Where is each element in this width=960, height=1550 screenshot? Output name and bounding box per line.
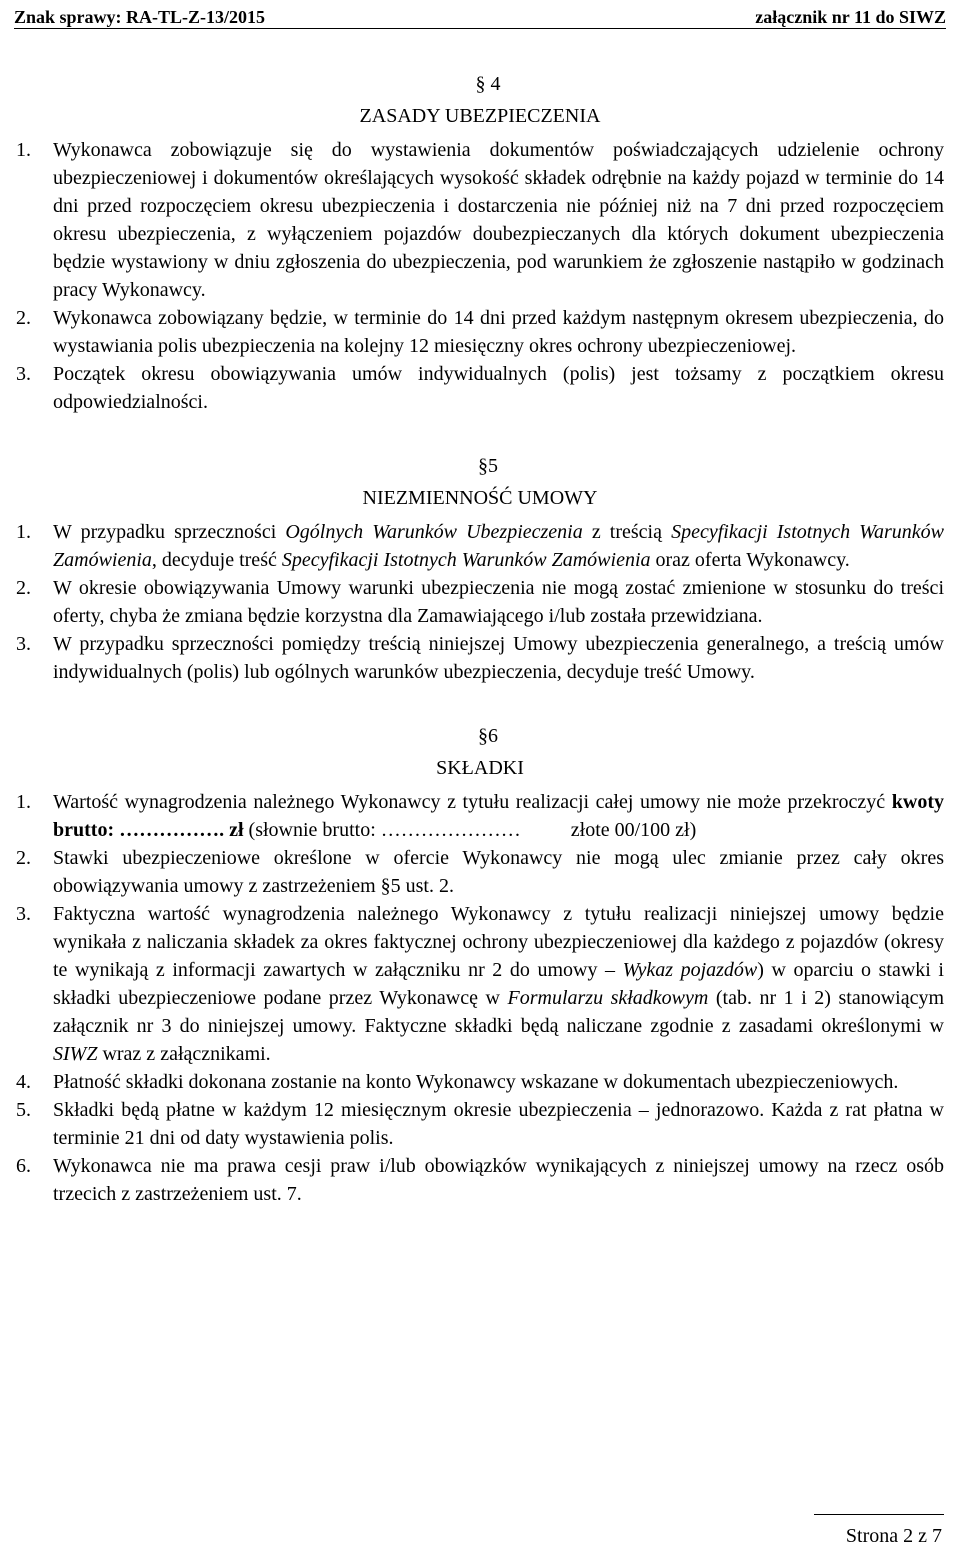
item-number: 1. [16,139,31,161]
item-text: Składki będą płatne w każdym 12 miesięcznym okresie ubezpieczenia – jednorazowo. Każda z rat płatna w terminie 21 dni od daty wystawienia polis. [53,1099,944,1149]
item-number: 6. [16,1155,31,1177]
item-text: Wykonawca zobowiązany będzie, w terminie do 14 dni przed każdym następnym okresem ubezpieczenia, do wystawiania polis ubezpieczenia na kolejny 12 miesięczny okres ochrony ubezpieczeniowej. [53,307,944,357]
section-gap [16,686,944,722]
page-number: Strona 2 z 7 [845,1525,942,1547]
item-number: 3. [16,903,31,925]
list-item [16,1068,944,1096]
footer-divider [814,1514,944,1515]
section-number: § 4 [475,73,501,95]
list-item [16,630,944,686]
item-number: 1. [16,791,31,813]
list-item [16,1096,944,1152]
section-number: §6 [478,725,498,747]
item-text: Wykonawca zobowiązuje się do wystawienia dokumentów poświadczających udzielenie ochrony ubezpieczeniowej i dokumentów określających wysokość składek odrębnie na każdy pojazd w terminie do 14 dni przed rozpoczęciem okresu ubezpieczenia i dostarczenia nie później niż na 7 dni przed rozpoczęciem okresu ubezpieczenia, z wyłączeniem pojazdów doubezpieczanych dla których dokument ubezpieczenia będzie wystawiony w dniu zgłoszenia do ubezpieczenia, pod warunkiem że zgłoszenie nastąpiło w godzinach pracy Wykonawcy. [53,139,944,301]
item-text: Stawki ubezpieczeniowe określone w ofercie Wykonawcy nie mogą ulec zmianie przez cały okres obowiązywania umowy z zastrzeżeniem §5 ust. 2. [53,847,944,897]
section-title: ZASADY UBEZPIECZENIA [359,105,601,127]
item-text: Faktyczna wartość wynagrodzenia należnego Wykonawcy z tytułu realizacji niniejszej umowy będzie wynikała z naliczania składek za okres faktycznej ochrony ubezpieczeniowej dla każdego z pojazdów (okresy te wynikają z informacji zawartych w załączniku nr 2 do umowy – Wykaz pojazdów) w oparciu o stawki i składki ubezpieczeniowe podane przez Wykonawcę w Formularzu składkowym (tab. nr 1 i 2) stanowiącym załącznik nr 3 do niniejszej umowy. Faktyczne składki będą naliczane zgodnie z zasadami określonymi w SIWZ wraz z załącznikami. [53,903,945,1065]
list-item [16,518,944,574]
list-item [16,360,944,416]
section-gap [16,416,944,452]
attachment-label: załącznik nr 11 do SIWZ [755,7,946,27]
item-text: Płatność składki dokonana zostanie na konto Wykonawcy wskazane w dokumentach ubezpieczeniowych. [53,1071,899,1093]
list-item [16,844,944,900]
item-number: 2. [16,847,31,869]
item-text: Początek okresu obowiązywania umów indywidualnych (polis) jest tożsamy z początkiem okresu odpowiedzialności. [53,363,944,413]
item-number: 3. [16,633,31,655]
item-number: 1. [16,521,31,543]
list-item [16,574,944,630]
header-divider [14,28,946,29]
list-item [16,1152,944,1208]
section-title: NIEZMIENNOŚĆ UMOWY [362,487,598,509]
item-text: Wartość wynagrodzenia należnego Wykonawcy z tytułu realizacji całej umowy nie może przekroczyć kwoty brutto: ……………. zł (słownie brutto: ………………… złote 00/100 zł) [53,791,944,841]
item-number: 3. [16,363,31,385]
document-body [16,70,944,1208]
item-text: Wykonawca nie ma prawa cesji praw i/lub obowiązków wynikających z niniejszej umowy na rzecz osób trzecich z zastrzeżeniem ust. 7. [53,1155,944,1205]
list-item [16,136,944,304]
section-number: §5 [478,455,498,477]
item-text: W okresie obowiązywania Umowy warunki ubezpieczenia nie mogą zostać zmienione w stosunku do treści oferty, chyba że zmiana będzie korzystna dla Zamawiającego i/lub została przewidziana. [53,577,944,627]
item-text: W przypadku sprzeczności pomiędzy treścią niniejszej Umowy ubezpieczenia generalnego, a treścią umów indywidualnych (polis) lub ogólnych warunków ubezpieczenia, decyduje treść Umowy. [53,633,944,683]
page-header [0,0,960,28]
section-title: SKŁADKI [436,757,524,779]
item-number: 4. [16,1071,31,1093]
item-number: 2. [16,577,31,599]
list-item [16,304,944,360]
item-number: 5. [16,1099,31,1121]
list-item [16,900,944,1068]
case-number: Znak sprawy: RA-TL-Z-13/2015 [14,7,266,27]
item-text: W przypadku sprzeczności Ogólnych Warunków Ubezpieczenia z treścią Specyfikacji Istotnych Warunków Zamówienia, decyduje treść Specyfikacji Istotnych Warunków Zamówienia oraz oferta Wykonawcy. [53,521,944,571]
item-number: 2. [16,307,31,329]
list-item [16,788,944,844]
